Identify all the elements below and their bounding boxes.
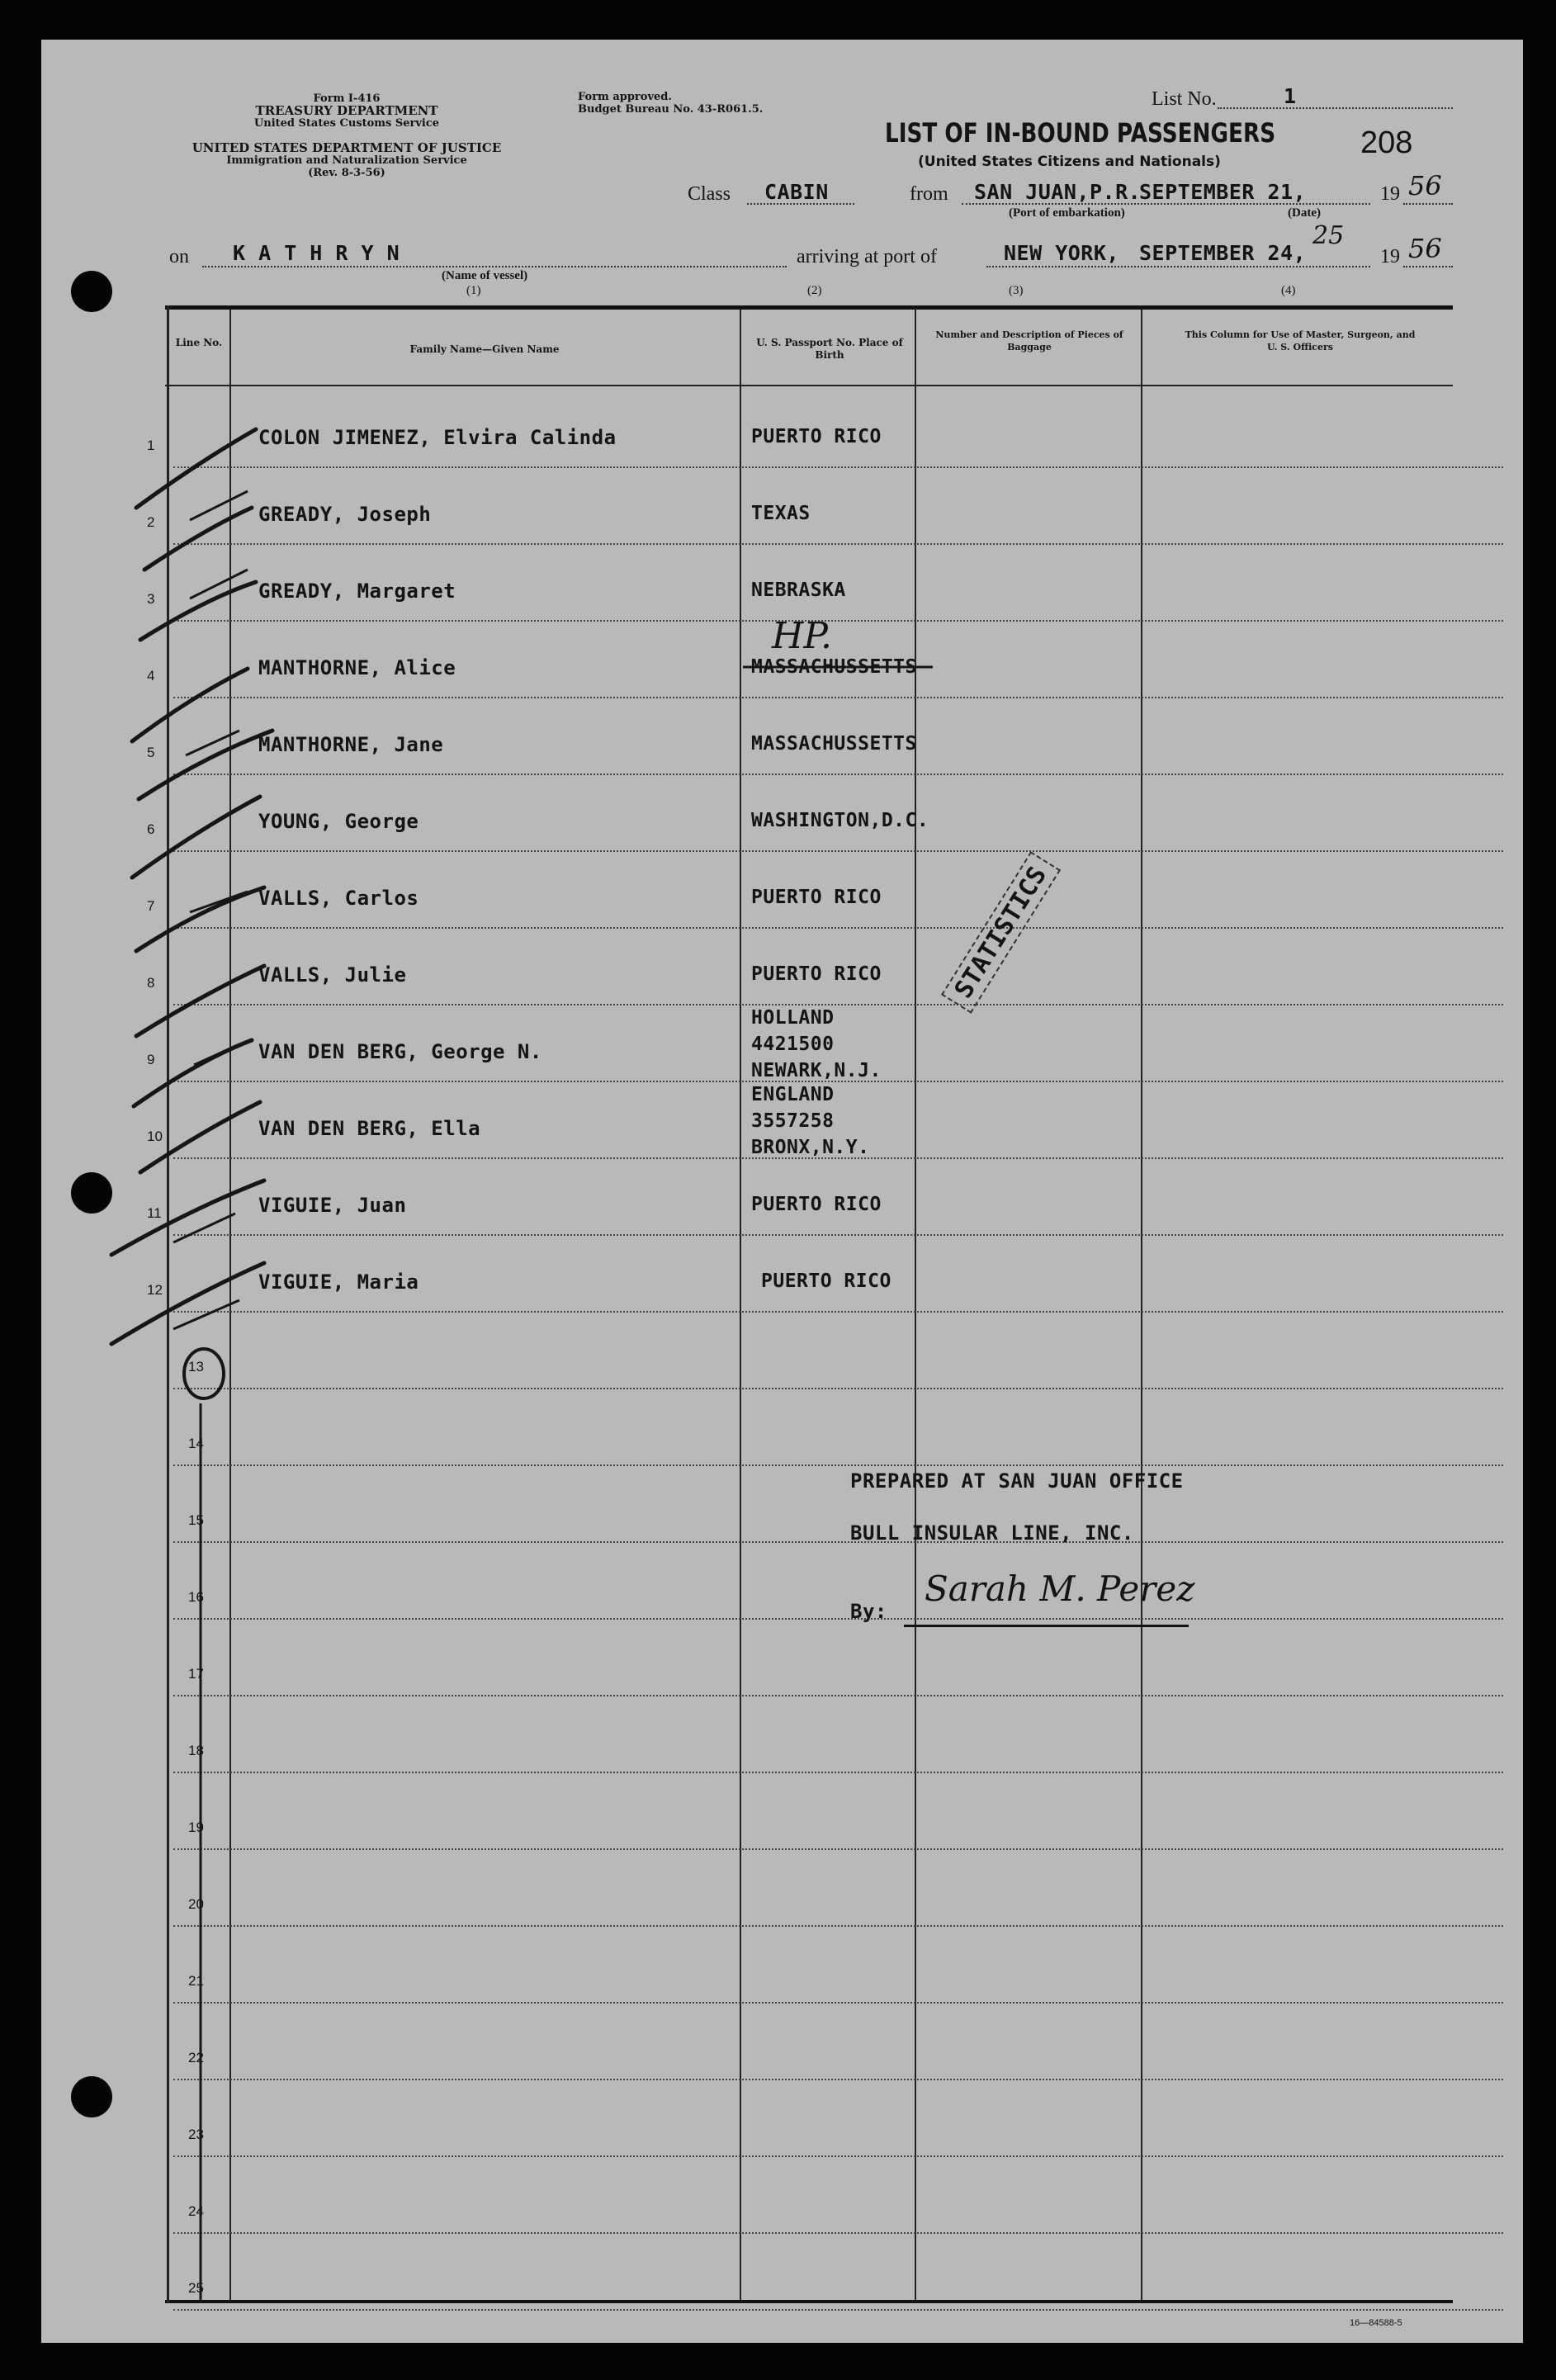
line-number: 17 bbox=[188, 1666, 204, 1682]
place-of-birth: ENGLAND bbox=[751, 1084, 835, 1105]
passenger-name: VIGUIE, Juan bbox=[258, 1194, 407, 1217]
line-number: 21 bbox=[188, 1973, 204, 1989]
tick-mark bbox=[136, 887, 264, 951]
by-label: By: bbox=[850, 1600, 887, 1623]
circle-mark bbox=[184, 1349, 224, 1398]
form-number: Form I-416 bbox=[313, 92, 381, 105]
passenger-name: VAN DEN BERG, George N. bbox=[258, 1040, 542, 1063]
page-number: 208 bbox=[1360, 125, 1413, 160]
row4-annotation: HP. bbox=[772, 615, 833, 657]
passenger-name: GREADY, Margaret bbox=[258, 580, 456, 603]
line-number: 3 bbox=[147, 591, 155, 607]
place-of-birth: TEXAS bbox=[751, 503, 811, 524]
tick-mark bbox=[111, 1263, 264, 1344]
cross-mark bbox=[190, 892, 248, 912]
header-baggage: Number and Description of Pieces of Baggage bbox=[935, 329, 1123, 353]
company-name: BULL INSULAR LINE, INC. bbox=[850, 1521, 1134, 1545]
budget-bureau: Budget Bureau No. 43-R061.5. bbox=[578, 103, 764, 116]
class-label: Class bbox=[688, 183, 731, 205]
line-number: 11 bbox=[147, 1205, 162, 1221]
cross-mark bbox=[186, 731, 239, 755]
header-line-no: Line No. bbox=[175, 337, 223, 348]
line-number: 13 bbox=[188, 1359, 204, 1375]
cross-mark bbox=[194, 1044, 239, 1065]
justice-dept: UNITED STATES DEPARTMENT OF JUSTICE bbox=[192, 140, 502, 155]
place-of-birth: HOLLAND bbox=[751, 1007, 835, 1029]
year-prefix: 19 bbox=[1380, 183, 1400, 205]
tick-mark bbox=[134, 1040, 252, 1106]
on-label: on bbox=[169, 246, 189, 267]
header-name: Family Name—Given Name bbox=[409, 343, 560, 355]
place-of-birth: PUERTO RICO bbox=[751, 887, 882, 908]
line-number: 14 bbox=[188, 1436, 204, 1451]
line-number: 25 bbox=[188, 2280, 204, 2296]
line-number: 18 bbox=[188, 1743, 204, 1758]
col-caption-3: (3) bbox=[1009, 284, 1024, 297]
customs-service: United States Customs Service bbox=[253, 117, 440, 130]
place-of-birth: PUERTO RICO bbox=[751, 963, 882, 985]
header-officers: This Column for Use of Master, Surgeon, and U. S. Officers bbox=[1185, 329, 1416, 353]
passenger-name: VALLS, Julie bbox=[258, 963, 407, 987]
ins-service: Immigration and Naturalization Service bbox=[226, 154, 467, 167]
statistics-stamp: STATISTICS bbox=[941, 851, 1061, 1013]
port-caption: (Port of embarkation) bbox=[1009, 206, 1125, 220]
passenger-name: VAN DEN BERG, Ella bbox=[258, 1117, 481, 1140]
line-number: 2 bbox=[147, 514, 155, 530]
class-value: CABIN bbox=[764, 180, 829, 204]
line-number: 1 bbox=[147, 438, 155, 453]
vessel-caption: (Name of vessel) bbox=[442, 269, 528, 282]
signature-line bbox=[904, 1625, 1189, 1627]
tick-mark bbox=[139, 731, 272, 799]
place-of-birth: MASSACHUSSETTS bbox=[751, 733, 917, 755]
tick-mark bbox=[140, 582, 256, 640]
footer-code: 16—84588-5 bbox=[1350, 2318, 1402, 2328]
col-caption-2: (2) bbox=[807, 284, 822, 297]
tick-mark bbox=[132, 669, 248, 741]
arrival-port: NEW YORK, bbox=[1004, 241, 1119, 265]
list-no-value: 1 bbox=[1284, 84, 1297, 108]
passenger-name: VALLS, Carlos bbox=[258, 887, 419, 910]
passenger-name: COLON JIMENEZ, Elvira Calinda bbox=[258, 426, 617, 449]
place-of-birth: PUERTO RICO bbox=[751, 1194, 882, 1215]
line-number: 7 bbox=[147, 898, 155, 914]
line-number: 4 bbox=[147, 668, 155, 684]
form-approved: Form approved. bbox=[578, 91, 672, 103]
arrival-date-correction: 25 bbox=[1312, 221, 1345, 250]
list-no-label: List No. bbox=[1152, 88, 1217, 110]
line-number: 24 bbox=[188, 2203, 204, 2219]
page-title: LIST OF IN-BOUND PASSENGERS bbox=[885, 117, 1276, 149]
place-of-birth: NEBRASKA bbox=[751, 580, 846, 601]
passenger-name: GREADY, Joseph bbox=[258, 503, 432, 526]
page-subtitle: (United States Citizens and Nationals) bbox=[918, 154, 1221, 170]
passenger-name: YOUNG, George bbox=[258, 810, 419, 833]
tick-mark bbox=[132, 797, 260, 878]
cross-mark bbox=[190, 570, 248, 599]
vessel-name: K A T H R Y N bbox=[233, 241, 400, 265]
line-number: 8 bbox=[147, 975, 155, 991]
date-caption: (Date) bbox=[1288, 206, 1321, 220]
line-number: 22 bbox=[188, 2050, 204, 2065]
place-of-birth: NEWARK,N.J. bbox=[751, 1060, 882, 1081]
tick-mark bbox=[111, 1181, 264, 1255]
arriving-label: arriving at port of bbox=[797, 246, 937, 267]
line-number: 5 bbox=[147, 745, 155, 760]
col-caption-4: (4) bbox=[1281, 284, 1296, 297]
line-number: 23 bbox=[188, 2127, 204, 2142]
line-number: 10 bbox=[147, 1128, 163, 1144]
passenger-name: VIGUIE, Maria bbox=[258, 1270, 419, 1294]
arrival-year: 56 bbox=[1408, 233, 1442, 264]
tick-mark bbox=[140, 1102, 260, 1172]
revision-date: (Rev. 8-3-56) bbox=[308, 167, 385, 179]
place-of-birth: PUERTO RICO bbox=[751, 426, 882, 447]
place-of-birth: PUERTO RICO bbox=[761, 1270, 892, 1292]
passenger-name: MANTHORNE, Jane bbox=[258, 733, 444, 756]
arrival-date: SEPTEMBER 24, bbox=[1139, 241, 1307, 265]
arrival-year-prefix: 19 bbox=[1380, 246, 1400, 267]
tick-mark-group bbox=[111, 429, 272, 1344]
embarkation-date: SEPTEMBER 21, bbox=[1139, 180, 1307, 204]
embarkation-year: 56 bbox=[1408, 170, 1442, 201]
line-number: 19 bbox=[188, 1819, 204, 1835]
line-number: 15 bbox=[188, 1512, 204, 1528]
signature: Sarah M. Perez bbox=[925, 1569, 1195, 1609]
place-of-birth: WASHINGTON,D.C. bbox=[751, 810, 929, 831]
passenger-name: MANTHORNE, Alice bbox=[258, 656, 456, 679]
from-label: from bbox=[910, 183, 948, 205]
embarkation-port: SAN JUAN,P.R. bbox=[974, 180, 1142, 204]
header-passport: U. S. Passport No. Place of Birth bbox=[756, 337, 903, 361]
prepared-at: PREPARED AT SAN JUAN OFFICE bbox=[850, 1469, 1184, 1493]
place-of-birth: MASSACHUSSETTS bbox=[751, 656, 917, 678]
line-number: 20 bbox=[188, 1896, 204, 1912]
line-number: 16 bbox=[188, 1589, 204, 1605]
passport-number: 4421500 bbox=[751, 1034, 835, 1055]
col-caption-1: (1) bbox=[466, 284, 481, 297]
tick-mark bbox=[136, 966, 264, 1036]
line-number: 9 bbox=[147, 1052, 155, 1067]
treasury-dept: TREASURY DEPARTMENT bbox=[255, 103, 438, 118]
passport-number: 3557258 bbox=[751, 1110, 835, 1132]
line-number: 12 bbox=[147, 1282, 163, 1298]
place-of-birth: BRONX,N.Y. bbox=[751, 1137, 870, 1158]
line-number: 6 bbox=[147, 821, 155, 837]
